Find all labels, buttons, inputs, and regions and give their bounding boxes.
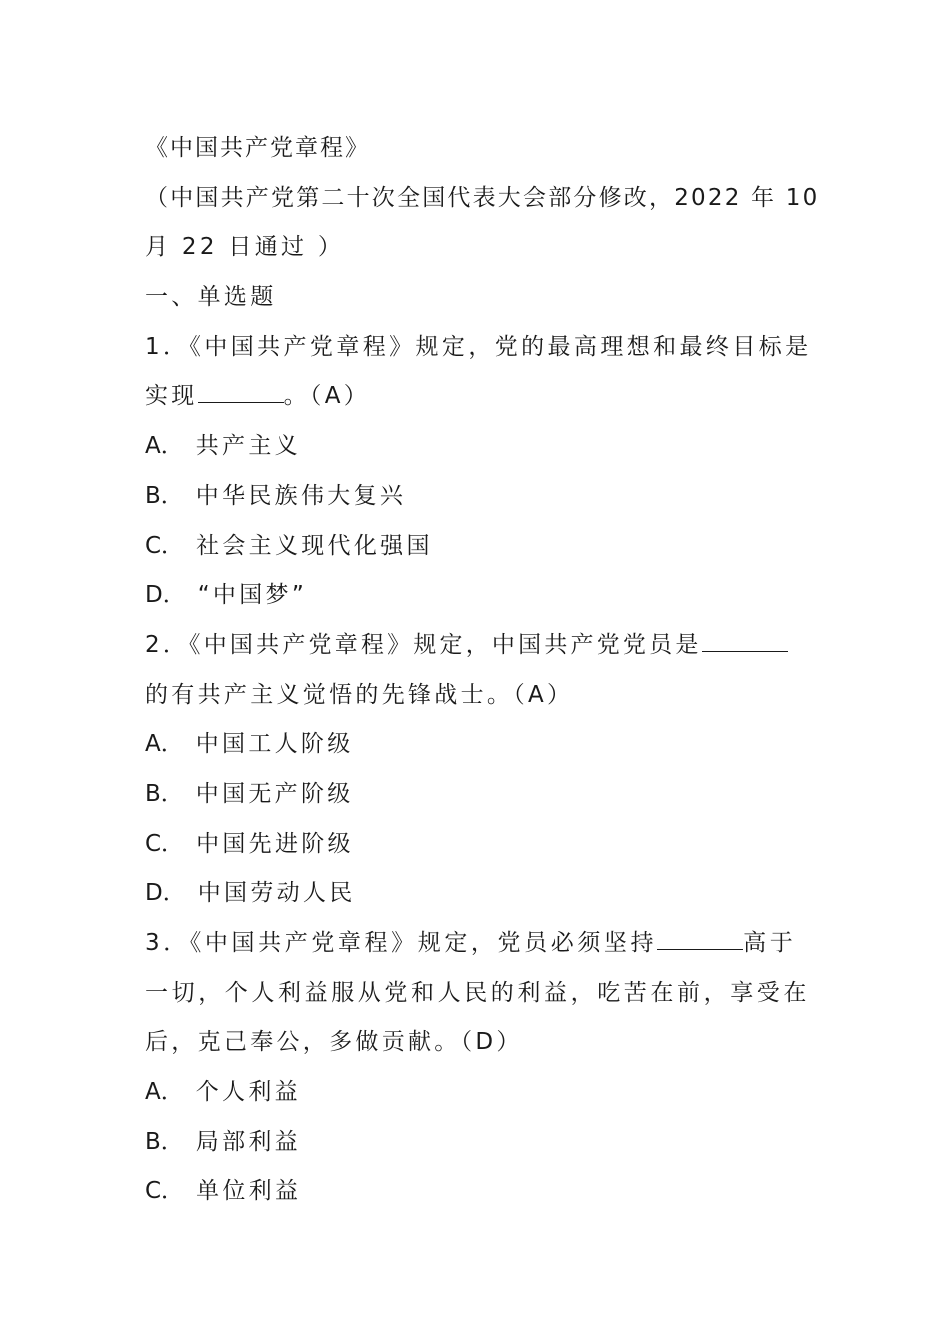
question-1-option-c bbox=[145, 522, 810, 572]
question-3-answer-blank bbox=[657, 929, 743, 950]
question-2-option-b bbox=[145, 770, 810, 820]
question-3-option-c bbox=[145, 1167, 810, 1217]
question-1-text-before: 实现 bbox=[145, 383, 198, 410]
option-letter: A． bbox=[145, 731, 184, 758]
option-text: “中国梦” bbox=[197, 582, 308, 609]
option-text: 社会主义现代化强国 bbox=[196, 532, 433, 559]
option-text: 共产主义 bbox=[195, 433, 301, 460]
question-2-text-before: 2．《中国共产党章程》规定，中国共产党党员是 bbox=[145, 631, 702, 658]
question-1-answer-blank bbox=[198, 382, 284, 403]
document-page bbox=[145, 124, 820, 1217]
option-letter: C． bbox=[145, 830, 185, 857]
option-text: 个人利益 bbox=[195, 1079, 301, 1106]
option-letter: C． bbox=[145, 1178, 185, 1205]
option-text: 中国先进阶级 bbox=[196, 830, 354, 857]
question-1-option-a bbox=[145, 422, 810, 472]
section-heading: 一、单选题 bbox=[145, 284, 277, 311]
option-text: 局部利益 bbox=[195, 1128, 301, 1155]
question-3-option-a bbox=[145, 1068, 810, 1118]
option-letter: D． bbox=[145, 582, 186, 609]
option-letter: B． bbox=[145, 1128, 184, 1155]
question-1-text-after: 。（A） bbox=[283, 383, 371, 410]
question-3-text-after: 高于 bbox=[743, 930, 797, 956]
question-3-text-before: 3．《中国共产党章程》规定，党员必须坚持 bbox=[145, 930, 658, 956]
option-letter: C． bbox=[145, 532, 185, 559]
option-text: 单位利益 bbox=[196, 1178, 302, 1205]
question-3-line1 bbox=[145, 919, 810, 969]
question-3-option-b bbox=[145, 1118, 810, 1168]
option-letter: B． bbox=[145, 482, 184, 509]
question-2-option-d bbox=[145, 869, 810, 919]
option-text: 中国劳动人民 bbox=[197, 880, 356, 907]
question-1-option-b bbox=[145, 472, 810, 522]
option-text: 中华民族伟大复兴 bbox=[195, 482, 407, 509]
question-1-line2 bbox=[145, 372, 810, 422]
document-subtitle-line1: （中国共产党第二十次全国代表大会部分修改，2022 年 10 bbox=[145, 184, 820, 211]
option-letter: B． bbox=[145, 780, 184, 807]
document-title: 《中国共产党章程》 bbox=[145, 135, 370, 161]
question-2-option-a bbox=[145, 720, 810, 770]
question-2-answer-blank bbox=[702, 631, 788, 652]
option-letter: A． bbox=[145, 1079, 184, 1106]
option-text: 中国无产阶级 bbox=[195, 780, 354, 807]
option-text: 中国工人阶级 bbox=[195, 731, 354, 758]
question-1-option-d bbox=[145, 571, 810, 621]
option-letter: D． bbox=[145, 880, 186, 907]
question-3-line3: 后，克己奉公，多做贡献。（D） bbox=[145, 1029, 523, 1056]
option-letter: A． bbox=[145, 433, 184, 460]
question-1-line1: 1．《中国共产党章程》规定，党的最高理想和最终目标是 bbox=[145, 333, 812, 360]
question-2-option-c bbox=[145, 820, 810, 870]
question-2-line1 bbox=[145, 621, 810, 671]
question-3-line2: 一切，个人利益服从党和人民的利益，吃苦在前，享受在 bbox=[145, 979, 810, 1006]
document-subtitle-line2: 月 22 日通过 ） bbox=[145, 234, 345, 261]
question-2-line2: 的有共产主义觉悟的先锋战士。（A） bbox=[145, 681, 574, 708]
